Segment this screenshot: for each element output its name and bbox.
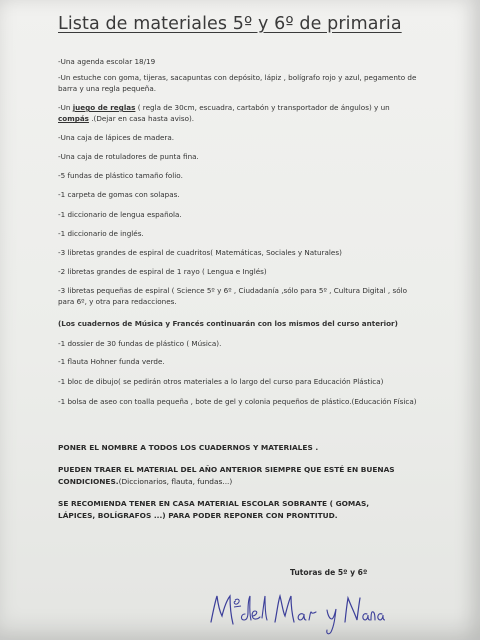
list-item: -Una caja de rotuladores de punta fina.: [58, 152, 199, 161]
list-item: [58, 102, 418, 124]
item-text: -Un: [58, 103, 73, 112]
list-item: -2 libretas grandes de espiral de 1 rayo ( Lengua e Inglés): [58, 267, 267, 276]
list-item: -Un estuche con goma, tijeras, sacapuntas con depósito, lápiz , bolígrafo rojo y azul, pegamento de barra y una regla pequeña.: [58, 73, 417, 93]
tutors-label: Tutoras de 5º y 6º: [290, 568, 368, 577]
list-item: -1 diccionario de inglés.: [58, 229, 144, 238]
item-text: ( regla de 30cm, escuadra, cartabón y transportador de ángulos) y un: [135, 103, 390, 112]
list-item: -5 fundas de plástico tamaño folio.: [58, 171, 183, 180]
list-item: -Una agenda escolar 18/19: [58, 57, 156, 66]
list-item: -1 bloc de dibujo( se pedirán otros materiales a lo largo del curso para Educación Plástica): [58, 377, 384, 386]
list-item: -1 bolsa de aseo con toalla pequeña , bote de gel y colonia pequeños de plástico.(Educación Física): [58, 397, 417, 406]
item-text: .(Dejar en casa hasta aviso).: [88, 114, 195, 123]
notice-normal-text: (Diccionarios, flauta, fundas...): [118, 477, 233, 486]
note-item: (Los cuadernos de Música y Francés continuarán con los mismos del curso anterior): [58, 319, 398, 328]
list-item: -1 carpeta de gomas con solapas.: [58, 190, 180, 199]
list-item: -1 flauta Hohner funda verde.: [58, 357, 165, 366]
list-item: -1 dossier de 30 fundas de plástico ( Música).: [58, 339, 222, 348]
list-item: -3 libretas grandes de espiral de cuadritos( Matemáticas, Sociales y Naturales): [58, 248, 342, 257]
notice-previous-material: [58, 464, 403, 488]
list-item: -Una caja de lápices de madera.: [58, 133, 175, 142]
list-item: -3 libretas pequeñas de espiral ( Science 5º y 6º , Ciudadanía ,sólo para 5º , Cultura Digital , sólo para 6º, y otra para redacciones.: [58, 286, 408, 306]
page-title: Lista de materiales 5º y 6º de primaria: [58, 14, 402, 34]
handwritten-signature: [205, 592, 385, 636]
item-bold-text: compás: [58, 114, 89, 123]
notice-bold-text: PUEDEN TRAER EL MATERIAL DEL AÑO ANTERIOR SIEMPRE QUE ESTÉ EN BUENAS CONDICIONES.: [58, 465, 395, 486]
item-bold-text: juego de reglas: [72, 103, 136, 112]
notice-spare-material: SE RECOMIENDA TENER EN CASA MATERIAL ESCOLAR SOBRANTE ( GOMAS, LÁPICES, BOLÍGRAFOS ...) PARA PODER REPONER CON PRONTITUD.: [58, 499, 370, 520]
list-item: -1 diccionario de lengua española.: [58, 210, 182, 219]
notice-name-materials: PONER EL NOMBRE A TODOS LOS CUADERNOS Y MATERIALES .: [58, 443, 319, 452]
